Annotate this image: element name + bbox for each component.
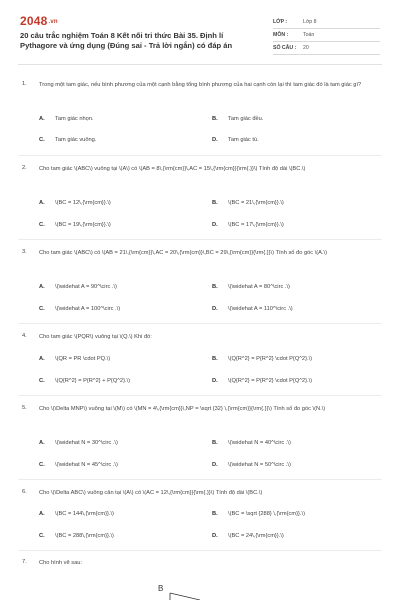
q6-option-c[interactable]: C. \(BC = 288\,{\rm{cm}}.\) (39, 533, 114, 539)
question-separator (18, 395, 382, 396)
triangle-figure (160, 585, 200, 600)
q1-option-a[interactable]: A. Tam giác nhọn. (39, 116, 94, 122)
q5-option-d[interactable]: D. \(\widehat N = 50^\circ .\) (212, 462, 291, 468)
site-logo[interactable]: 2048.vn (20, 14, 58, 28)
q4-option-b[interactable]: B. \(Q{R^2} = P{R^2} \cdot P{Q^2}.\) (212, 356, 313, 362)
question-separator (18, 550, 382, 551)
question-separator (18, 239, 382, 240)
figure-vertex-label: B (158, 584, 164, 593)
question-text: Cho tam giác \(ABC\) có \(AB = 21\,{\rm{cm}}\,AC = 20\,{\rm{cm}}\,BC = 29\,{\rm{cm}}{\rm{.}}\) Tính số đo góc \(A.\) (39, 250, 328, 256)
meta-question-count: SỐ CÂU : 20 (273, 42, 380, 55)
q2-option-d[interactable]: D. \(BC = 17\,{\rm{cm}}.\) (212, 222, 284, 228)
figure-edge (170, 593, 200, 600)
question-separator (18, 155, 382, 156)
q2-option-c[interactable]: C. \(BC = 19\,{\rm{cm}}.\) (39, 222, 111, 228)
question-text: Cho tam giác \(ABC\) vuông tại \(A\) có \(AB = 8\,{\rm{cm}}\,AC = 15\,{\rm{cm}}{\rm{.}}\) Tính độ dài \(BC.\) (39, 166, 306, 172)
q2-option-a[interactable]: A. \(BC = 12\,{\rm{cm}}.\) (39, 200, 111, 206)
q3-option-d[interactable]: D. \(\widehat A = 110^\circ .\) (212, 306, 293, 312)
page-header (20, 14, 380, 58)
meta-subject: MÔN : Toán (273, 29, 380, 42)
document-page: 2048.vn 20 câu trắc nghiệm Toán 8 Kết nối tri thức Bài 35. Định lí Pythagore và ứng dụng (Đúng sai - Trả lời ngắn) có đáp án LỚP : Lớp 8 MÔN : Toán SỐ CÂU : 20 1. Trong một tam giác, nếu bình phương của một cạnh bằng tổng bình phương của hai cạnh còn lại thì tam giác đó là tam giác gì? A. Tam giác nhọn. B. Tam giác đều. C. Tam giác vuông. D. Tam giác tù. 2. Cho tam giác \(ABC\) vuông tại \(A\) có \(AB = 8\,{\rm{cm}}\,AC = 15\,{\rm{cm}}{\rm{.}}\) Tính độ dài \(BC.\) A. \(BC = 12\,{\rm{cm}}.\) B. \(BC = 21\,{\rm{cm}}.\) C. \(BC = 19\,{\rm{cm}}.\) D. \(BC = 17\,{\rm{cm}}.\) 3. Cho tam giác \(ABC\) có \(AB = 21\,{\rm{cm}}\,AC = 20\,{\rm{cm}}\,BC = 29\,{\rm{cm}}{\rm{.}}\) Tính số đo góc \(A.\) A. \(\widehat A = 90^\circ .\) B. \(\widehat A = 80^\circ .\) C. \(\widehat A = 100^\circ .\) D. \(\widehat A = 110^\circ .\) 4. Cho tam giác \(PQR\) vuông tại \(Q.\) Khi đó: A. \(QR = PR \cdot PQ.\) B. \(Q{R^2} = P{R^2} \cdot P{Q^2}.\) C. \(Q{R^2} = P{R^2} + P{Q^2}.\) D. \(Q{R^2} = P{R^2} \cdot P{Q^2}.\) 5. Cho \(\Delta MNP\) vuông tại \(M\) có \(MN = 4\,{\rm{cm}}\,NP = \sqrt {32} \,{\rm{cm}}{\rm{.}}\) Tính số đo góc \(N.\) A. \(\widehat N = 30^\circ .\) B. \(\widehat N = 40^\circ .\) C. \(\widehat N = 45^\circ .\) D. \(\widehat N = 50^\circ .\) 6. Cho \(\Delta ABC\) vuông cân tại \(A\) có \(AC = 12\,{\rm{cm}}{\rm{.}}\) Tính độ dài \(BC.\) A. \(BC = 144\,{\rm{cm}}.\) B. \(BC = \sqrt {288} \,{\rm{cm}}.\) C. \(BC = 288\,{\rm{cm}}.\) D. \(BC = 24\,{\rm{cm}}.\) 7. Cho hình vẽ sau: B (0, 0, 400, 600)
q4-option-a[interactable]: A. \(QR = PR \cdot PQ.\) (39, 356, 111, 362)
q3-option-c[interactable]: C. \(\widehat A = 100^\circ .\) (39, 306, 121, 312)
q5-option-c[interactable]: C. \(\widehat N = 45^\circ .\) (39, 462, 118, 468)
question-text: Cho \(\Delta MNP\) vuông tại \(M\) có \(MN = 4\,{\rm{cm}}\,NP = \sqrt {32} \,{\rm{cm}}{\rm{.}}\) Tính số đo góc \(N.\) (39, 406, 326, 412)
document-meta (273, 16, 380, 55)
q4-option-c[interactable]: C. \(Q{R^2} = P{R^2} + P{Q^2}.\) (39, 378, 131, 384)
header-divider (18, 64, 382, 65)
q6-option-d[interactable]: D. \(BC = 24\,{\rm{cm}}.\) (212, 533, 284, 539)
q1-option-d[interactable]: D. Tam giác tù. (212, 137, 259, 143)
q5-option-a[interactable]: A. \(\widehat N = 30^\circ .\) (39, 440, 118, 446)
q1-option-b[interactable]: B. Tam giác đều. (212, 116, 264, 122)
meta-class: LỚP : Lớp 8 (273, 16, 380, 29)
q6-option-a[interactable]: A. \(BC = 144\,{\rm{cm}}.\) (39, 511, 114, 517)
q6-option-b[interactable]: B. \(BC = \sqrt {288} \,{\rm{cm}}.\) (212, 511, 305, 517)
question-separator (18, 323, 382, 324)
q2-option-b[interactable]: B. \(BC = 21\,{\rm{cm}}.\) (212, 200, 284, 206)
q4-option-d[interactable]: D. \(Q{R^2} = P{R^2} \cdot P{Q^2}.\) (212, 378, 313, 384)
q5-option-b[interactable]: B. \(\widehat N = 40^\circ .\) (212, 440, 291, 446)
question-text: Cho hình vẽ sau: (39, 560, 83, 566)
question-text: Cho \(\Delta ABC\) vuông cân tại \(A\) có \(AC = 12\,{\rm{cm}}{\rm{.}}\) Tính độ dài \(BC.\) (39, 490, 263, 496)
question-separator (18, 479, 382, 480)
q1-option-c[interactable]: C. Tam giác vuông. (39, 137, 97, 143)
q3-option-a[interactable]: A. \(\widehat A = 90^\circ .\) (39, 284, 117, 290)
question-text: Trong một tam giác, nếu bình phương của một cạnh bằng tổng bình phương của hai cạnh còn lại thì tam giác đó là tam giác gì? (39, 82, 362, 88)
q3-option-b[interactable]: B. \(\widehat A = 80^\circ .\) (212, 284, 290, 290)
question-text: Cho tam giác \(PQR\) vuông tại \(Q.\) Khi đó: (39, 334, 152, 340)
document-title: 20 câu trắc nghiệm Toán 8 Kết nối tri thức Bài 35. Định lí Pythagore và ứng dụng (Đúng sai - Trả lời ngắn) có đáp án (20, 31, 233, 50)
